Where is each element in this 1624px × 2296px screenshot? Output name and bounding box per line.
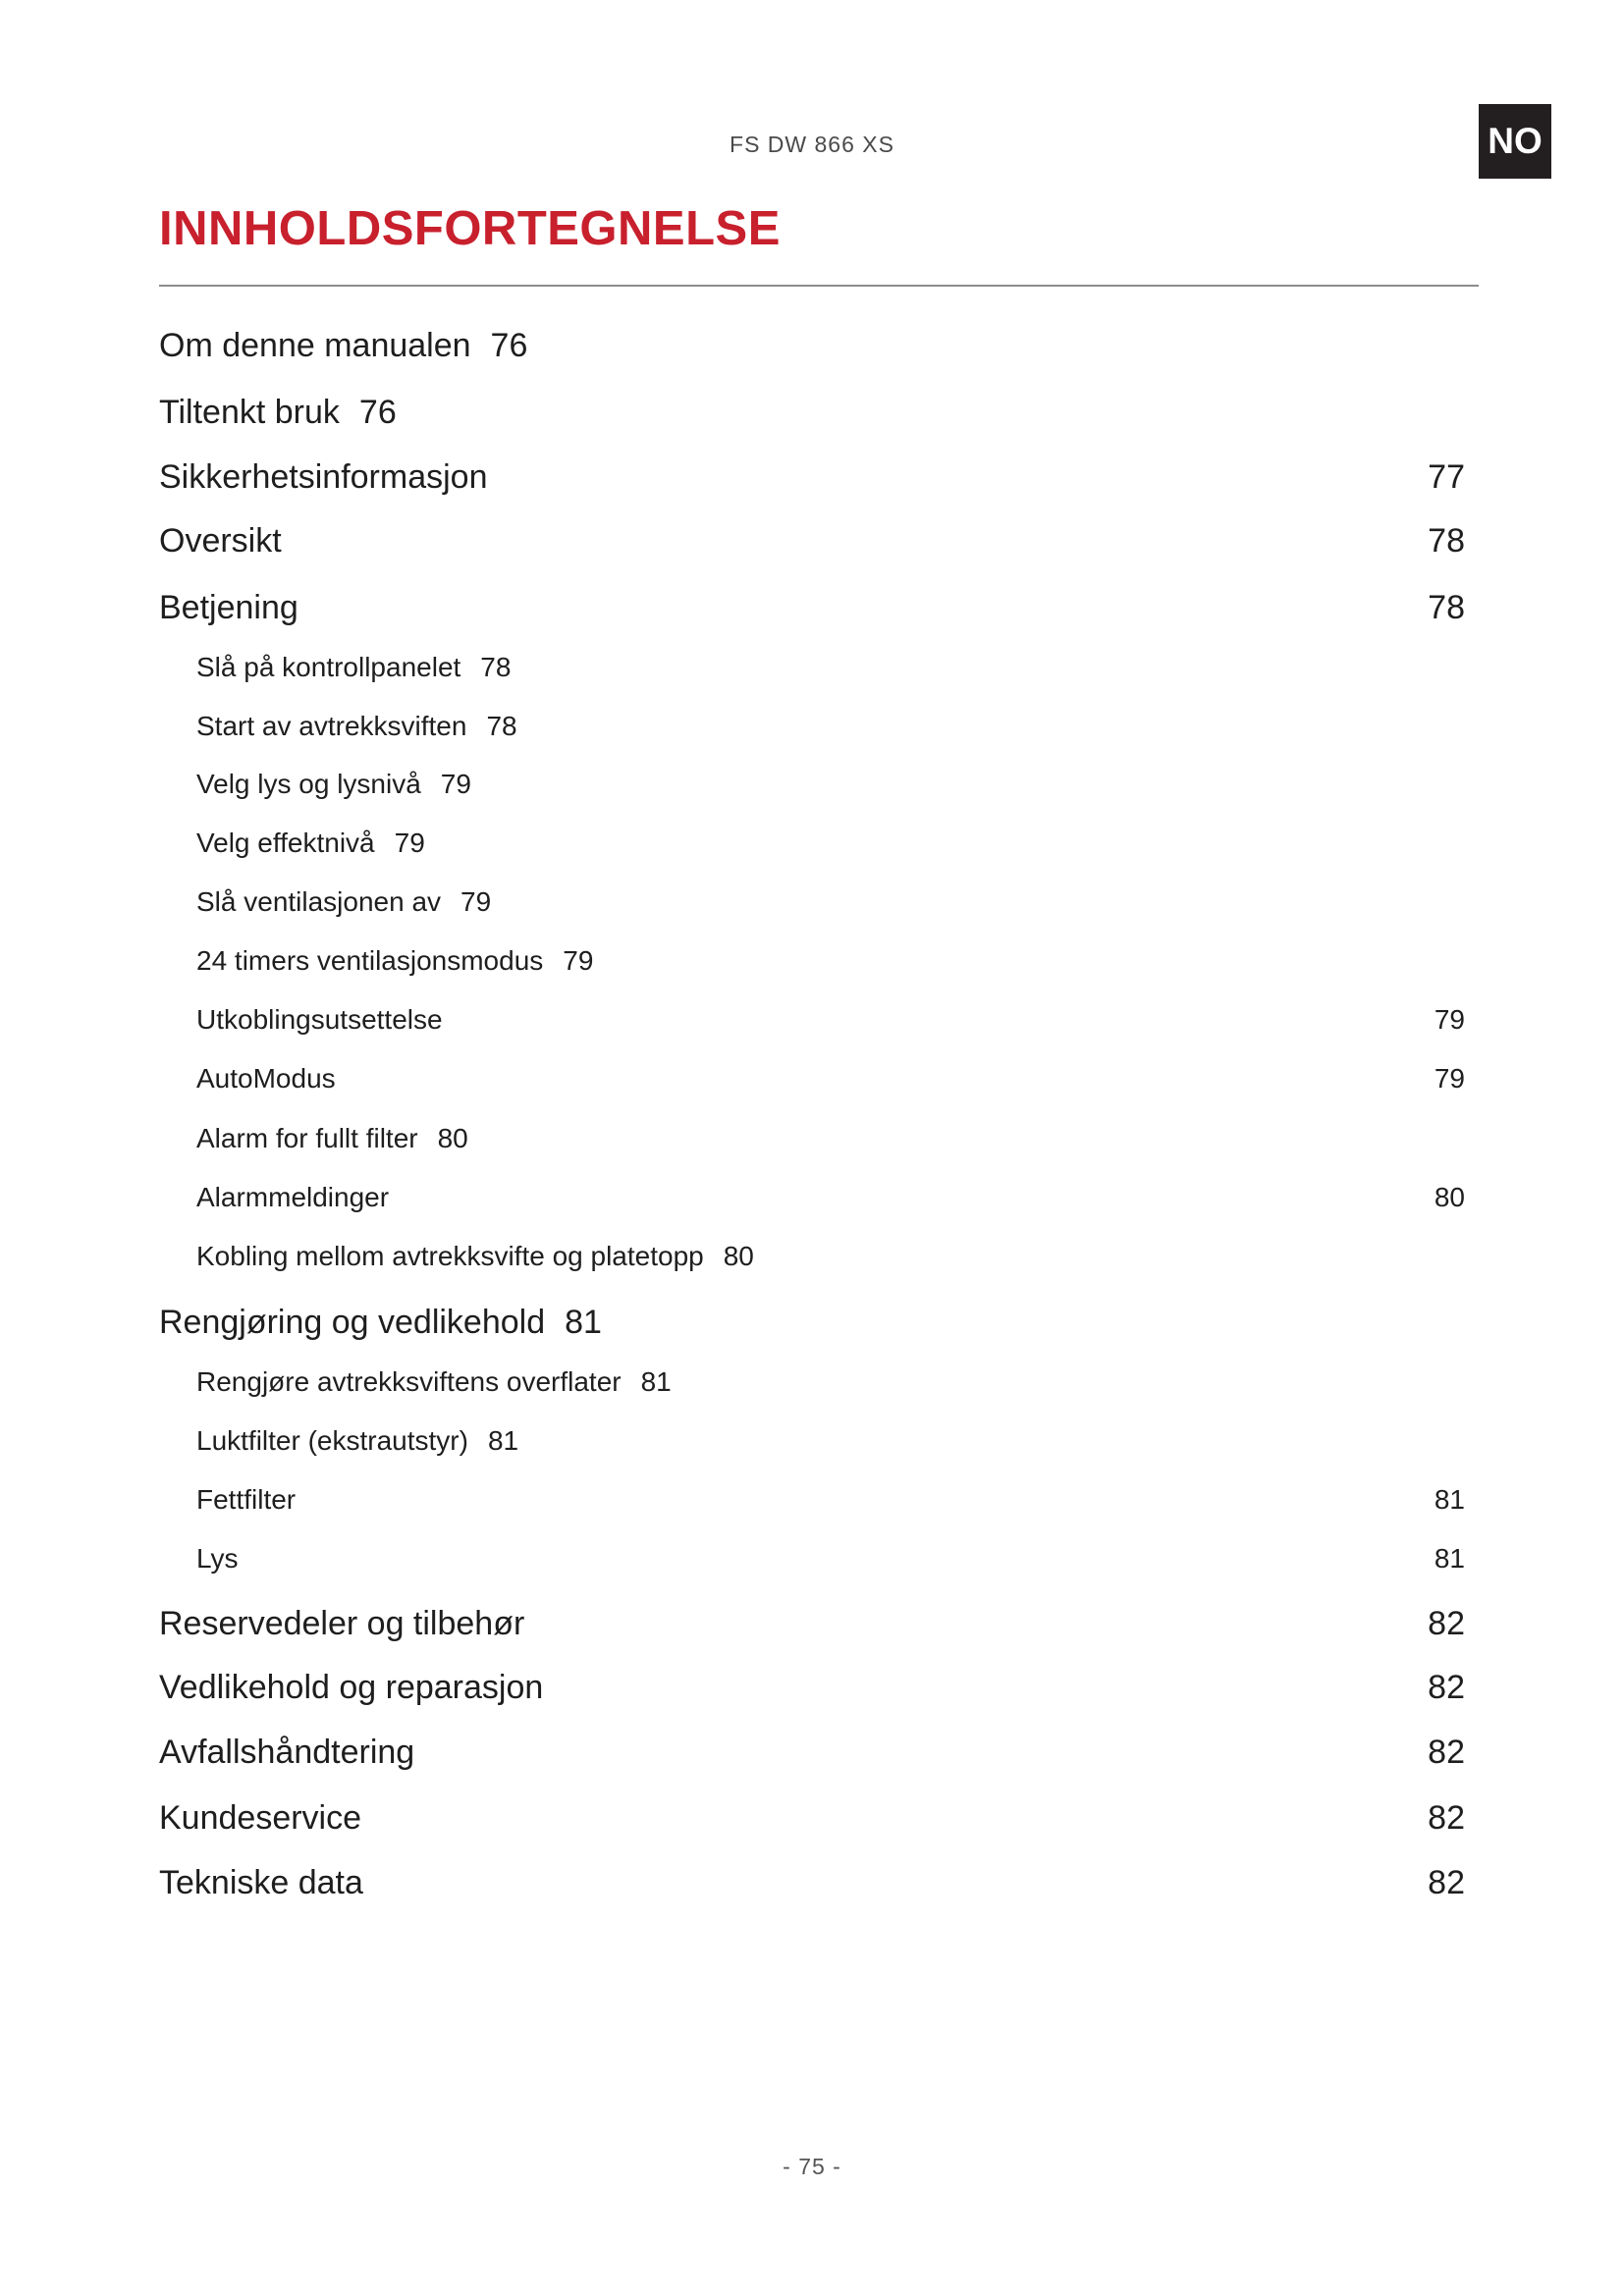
toc-entry-page: 80	[1434, 1182, 1465, 1212]
toc-entry-label: Slå ventilasjonen av	[196, 886, 442, 917]
model-name: FS DW 866 XS	[730, 132, 894, 157]
toc-entry-label: Rengjøring og vedlikehold	[159, 1303, 546, 1341]
toc-entry-label: Rengjøre avtrekksviftens overflater	[196, 1366, 622, 1397]
toc-entry-page: 79	[440, 769, 471, 799]
toc-entry-label: Lys	[196, 1543, 239, 1574]
toc-entry-label: Fettfilter	[196, 1484, 297, 1515]
toc-entry[interactable]	[159, 583, 1465, 632]
toc-entry-page: 82	[1428, 1863, 1465, 1901]
toc-entry-page: 81	[640, 1366, 672, 1397]
toc-entry-page: 79	[460, 886, 492, 917]
toc-subentry[interactable]	[159, 822, 1465, 865]
toc-entry-page: 81	[565, 1303, 602, 1341]
toc-entry-label: Alarmmeldinger	[196, 1182, 390, 1212]
toc-subentry[interactable]	[159, 881, 1465, 924]
toc-entry[interactable]	[159, 516, 1465, 565]
toc-subentry[interactable]	[159, 705, 1465, 748]
toc-entry[interactable]	[159, 1728, 1465, 1777]
toc-entry-page: 81	[487, 1425, 519, 1456]
toc-entry-label: Tekniske data	[159, 1863, 363, 1901]
toc-entry-page: 80	[723, 1241, 754, 1271]
toc-entry-label: Velg effektnivå	[196, 828, 375, 858]
toc-entry[interactable]	[159, 321, 1465, 370]
toc-subentry[interactable]	[159, 939, 1465, 983]
toc-entry-page: 80	[437, 1123, 468, 1153]
toc-entry-label: Kobling mellom avtrekksvifte og platetopp	[196, 1241, 704, 1271]
toc-entry-page: 78	[480, 652, 512, 682]
toc-entry-label: Alarm for fullt filter	[196, 1123, 418, 1153]
toc-subentry[interactable]	[159, 763, 1465, 806]
toc-entry-page: 82	[1428, 1798, 1465, 1837]
toc-subentry[interactable]	[159, 1117, 1465, 1160]
toc-entry-page: 82	[1428, 1733, 1465, 1771]
toc-entry-page: 78	[1428, 521, 1465, 560]
toc-entry-page: 79	[563, 945, 594, 976]
toc-entry-page: 76	[358, 393, 397, 431]
page-title: INNHOLDSFORTEGNELSE	[159, 202, 781, 255]
language-badge: NO	[1479, 104, 1551, 179]
toc-entry-label: Avfallshåndtering	[159, 1733, 415, 1771]
toc-entry[interactable]	[159, 1663, 1465, 1712]
toc-subentry[interactable]	[159, 1537, 1465, 1580]
toc-entry-label: Reservedeler og tilbehør	[159, 1604, 525, 1642]
toc-entry-page: 81	[1434, 1484, 1465, 1515]
toc-subentry[interactable]	[159, 1478, 1465, 1522]
toc-entry-page: 82	[1428, 1668, 1465, 1706]
toc-entry[interactable]	[159, 1599, 1465, 1648]
toc-entry-page: 79	[1434, 1004, 1465, 1035]
toc-entry-label: Start av avtrekksviften	[196, 711, 467, 741]
toc-entry-page: 79	[1434, 1063, 1465, 1094]
page-number: - 75 -	[783, 2154, 841, 2179]
toc-entry[interactable]	[159, 1793, 1465, 1842]
toc-entry-label: Sikkerhetsinformasjon	[159, 457, 488, 496]
toc-entry-page: 78	[1428, 588, 1465, 626]
toc-entry[interactable]	[159, 388, 1465, 437]
toc-subentry[interactable]	[159, 1057, 1465, 1100]
toc-entry-label: Om denne manualen	[159, 326, 471, 364]
toc-entry-page: 82	[1428, 1604, 1465, 1642]
toc-subentry[interactable]	[159, 1361, 1465, 1404]
toc-entry-label: Velg lys og lysnivå	[196, 769, 421, 799]
toc-entry-label: Tiltenkt bruk	[159, 393, 340, 431]
toc-entry[interactable]	[159, 1298, 1465, 1347]
toc-entry[interactable]	[159, 453, 1465, 502]
toc-entry-page: 81	[1434, 1543, 1465, 1574]
toc-subentry[interactable]	[159, 1235, 1465, 1278]
toc-entry-label: Utkoblingsutsettelse	[196, 1004, 443, 1035]
toc-entry-label: Betjening	[159, 588, 298, 626]
table-of-contents	[159, 0, 1465, 2296]
toc-entry-label: Kundeservice	[159, 1798, 362, 1837]
toc-subentry[interactable]	[159, 1419, 1465, 1463]
toc-entry-label: Vedlikehold og reparasjon	[159, 1668, 544, 1706]
toc-entry-page: 79	[394, 828, 425, 858]
toc-entry-label: Slå på kontrollpanelet	[196, 652, 461, 682]
toc-subentry[interactable]	[159, 1176, 1465, 1219]
toc-entry-label: 24 timers ventilasjonsmodus	[196, 945, 544, 976]
toc-entry-label: Luktfilter (ekstrautstyr)	[196, 1425, 468, 1456]
toc-entry-label: AutoModus	[196, 1063, 336, 1094]
toc-entry-label: Oversikt	[159, 521, 282, 560]
toc-subentry[interactable]	[159, 646, 1465, 689]
toc-entry-page: 76	[490, 326, 528, 364]
toc-entry[interactable]	[159, 1858, 1465, 1907]
toc-subentry[interactable]	[159, 998, 1465, 1041]
toc-entry-page: 77	[1428, 457, 1465, 496]
toc-entry-page: 78	[486, 711, 517, 741]
